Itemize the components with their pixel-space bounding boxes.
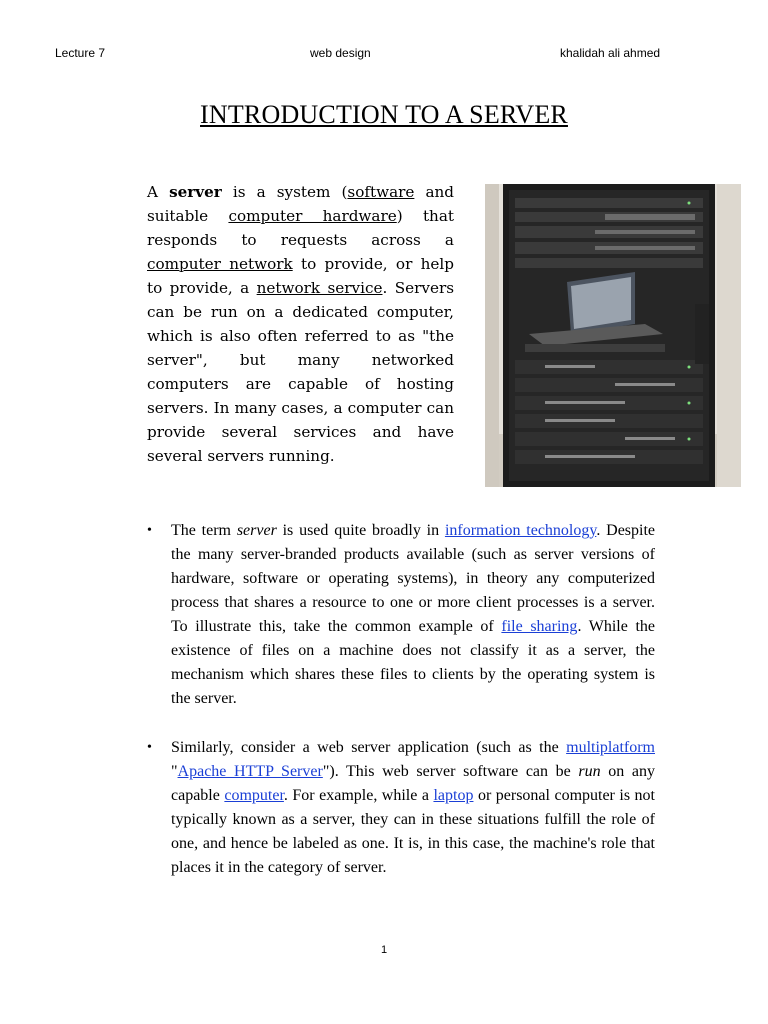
header-author: khalidah ali ahmed — [560, 46, 661, 60]
list-item — [147, 736, 655, 880]
server-rack-photo — [485, 184, 741, 487]
bullet-text: . While the existence of files on a machine does not classify it as a server, the mechanism which shares these files to clients by the operating system is the server. — [171, 618, 656, 707]
bullet-text: . For example, while a — [283, 787, 434, 804]
bullet-text: "). This web server software can be — [322, 763, 579, 780]
link-multiplatform[interactable]: multiplatform — [566, 739, 655, 756]
intro-paragraph — [147, 180, 454, 468]
intro-text: to provide, or help to provide, a — [147, 255, 454, 297]
intro-text: ) that responds to requests across a — [147, 207, 454, 249]
header-course: web design — [310, 46, 371, 60]
link-computer[interactable]: computer — [224, 787, 284, 804]
term-run-italic: run — [578, 763, 601, 780]
page-number: 1 — [380, 944, 388, 956]
bullet-glyph: • — [147, 740, 152, 755]
header-lecture: Lecture 7 — [55, 46, 106, 60]
link-information-technology[interactable]: information technology — [444, 522, 597, 539]
term-computer-network: computer network — [147, 255, 293, 273]
term-server-italic: server — [236, 522, 277, 539]
term-network-service: network service — [256, 279, 383, 297]
bullet-text: . Despite the many server-branded products available (such as server versions of hardware, software or operating systems), in theory any computerized process that shares a resource to one or more client processes is a server. To illustrate this, take the common example of — [171, 522, 656, 635]
bullet-text: or personal computer is not typically known as a server, they can in these situations fulfill the role of one, and hence be labeled as one. It is, in this case, the machine's role that places it in the category of server. — [171, 787, 655, 876]
bullet-text: " — [171, 763, 178, 780]
bullet-text: The term — [171, 522, 237, 539]
bullet-list-2 — [147, 736, 655, 880]
intro-text: . Servers can be run on a dedicated computer, which is also often referred to as "the server", but many networked computers are capable of hosting servers. In many cases, a computer can provide several services and have several servers running. — [147, 279, 454, 465]
link-laptop[interactable]: laptop — [433, 787, 474, 804]
link-file-sharing[interactable]: file sharing — [501, 618, 578, 635]
intro-text: A — [147, 183, 170, 201]
bullet-list-1 — [147, 519, 655, 711]
list-item — [147, 519, 655, 711]
term-computer-hardware: computer hardware — [228, 207, 397, 225]
term-server-bold: server — [169, 183, 222, 201]
bullet-text: is used quite broadly in — [276, 522, 445, 539]
link-apache-http-server[interactable]: Apache HTTP Server — [177, 763, 323, 780]
intro-text: is a system ( — [221, 183, 348, 201]
intro-text: and suitable — [147, 183, 455, 225]
page-title: INTRODUCTION TO A SERVER — [200, 100, 568, 129]
bullet-glyph: • — [147, 523, 152, 538]
term-software: software — [347, 183, 415, 201]
bullet-text: on any capable — [171, 763, 656, 804]
bullet-text: Similarly, consider a web server application (such as the — [171, 739, 567, 756]
